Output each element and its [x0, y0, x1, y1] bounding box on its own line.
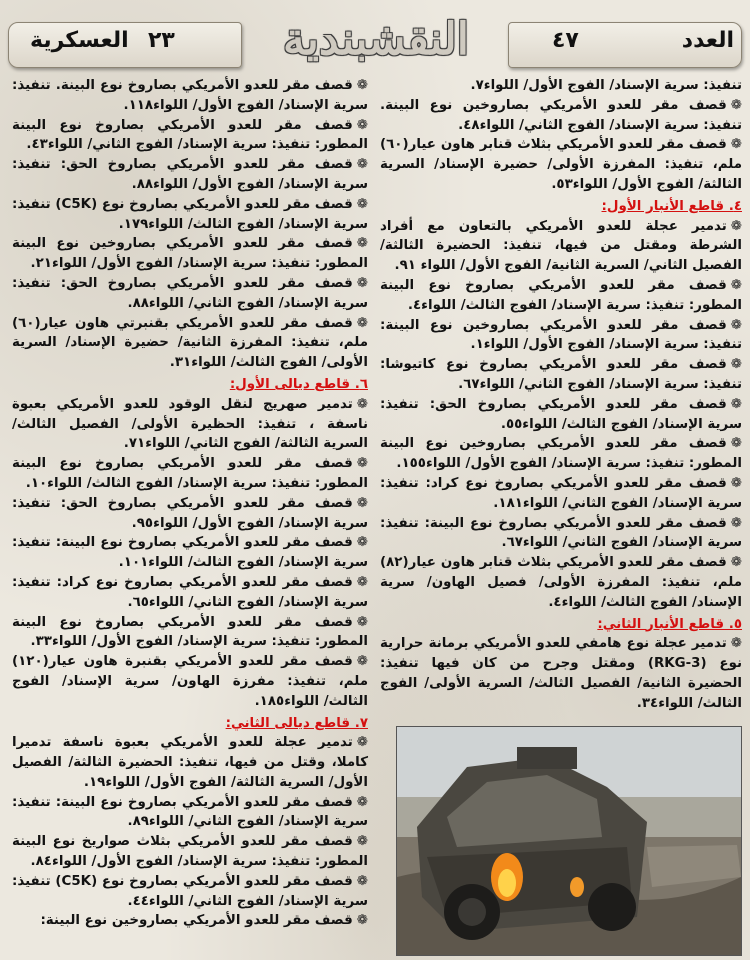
- flower-bullet-icon: ❁: [356, 794, 368, 810]
- flower-bullet-icon: ❁: [730, 396, 742, 412]
- report-item: [12, 494, 368, 534]
- flower-bullet-icon: ❁: [356, 236, 368, 252]
- report-item: [12, 652, 368, 711]
- news-photo: [396, 726, 742, 956]
- flower-bullet-icon: ❁: [730, 555, 742, 571]
- report-item: [380, 135, 742, 194]
- report-text: قصف مقر للعدو الأمريكي بصاروخين نوع البينة:: [40, 913, 353, 929]
- report-item: [380, 76, 742, 96]
- report-item: [12, 733, 368, 792]
- issue-number: ٤٧: [552, 28, 579, 53]
- report-text: تدمير عجلة نوع هامفي للعدو الأمريكي برمانة حرارية نوع (RKG-3) ومقتل وجرح من كان فيها تنفيذ: الحضيرة الثانية/ الفصيل الثالث/ السرية الأولى/ الفوج الثالث/ اللواء٣٤.: [380, 636, 742, 711]
- section-heading: [12, 714, 368, 734]
- report-text: قصف مقر للعدو الأمريكي بصاروخين نوع البينة المطور: تنفيذ: سرية الإسناد/ الفوج الأول/ اللواء٢١.: [12, 236, 368, 272]
- flower-bullet-icon: ❁: [730, 515, 742, 531]
- report-text: قصف مقر للعدو الأمريكي بصاروخ نوع (C5K) تنفيذ: سرية الإسناد/ الفوج الثالث/ اللواء١٧٩.: [12, 196, 368, 232]
- flower-bullet-icon: ❁: [730, 357, 742, 373]
- report-item: [380, 434, 742, 474]
- flower-bullet-icon: ❁: [730, 277, 742, 293]
- report-item: [12, 234, 368, 274]
- flower-bullet-icon: ❁: [356, 78, 368, 93]
- flower-bullet-icon: ❁: [356, 735, 368, 751]
- issue-label: العدد: [681, 28, 734, 53]
- report-item: [380, 217, 742, 276]
- report-item: [12, 76, 368, 116]
- report-text: قصف مقر للعدو الأمريكي بصاروخين نوع البينة: تنفيذ: سرية الإسناد/ الفوج الأول/ اللواء١.: [380, 317, 742, 353]
- flower-bullet-icon: ❁: [356, 873, 368, 889]
- report-item: [12, 314, 368, 373]
- report-item: [380, 634, 742, 713]
- flower-bullet-icon: ❁: [730, 218, 742, 234]
- report-item: [12, 454, 368, 494]
- section-heading: [12, 375, 368, 395]
- report-item: [380, 96, 742, 136]
- report-text: قصف مقر للعدو الأمريكي بثلاث قنابر هاون عيار(٦٠) ملم، تنفيذ: المفرزة الأولى/ حضيرة الإسناد/ السرية الثالثة/ الفوج الأول/ اللواء٥٣.: [380, 137, 742, 192]
- flower-bullet-icon: ❁: [356, 913, 368, 929]
- section-heading: [380, 615, 742, 635]
- flower-bullet-icon: ❁: [356, 117, 368, 133]
- report-text: تنفيذ: سرية الإسناد/ الفوج الأول/ اللواء٧.: [470, 78, 742, 93]
- flower-bullet-icon: ❁: [730, 436, 742, 452]
- report-text: ٦. قاطع ديالى الأول:: [229, 376, 368, 392]
- flower-bullet-icon: ❁: [356, 614, 368, 630]
- report-text: قصف مقر للعدو الأمريكي بقنبرتي هاون عيار(٦٠) ملم، تنفيذ: المفرزة الثانية/ حضيرة الإسناد/ السرية الأولى/ الفوج الثالث/ اللواء٣١.: [12, 315, 368, 371]
- report-item: [380, 355, 742, 395]
- report-text: قصف مقر للعدو الأمريكي بصاروخ الحق: تنفيذ: سرية الإسناد/ الفوج الأول/ اللواء٩٥.: [12, 495, 368, 531]
- report-item: [380, 395, 742, 435]
- flower-bullet-icon: ❁: [356, 654, 368, 670]
- report-text: قصف مقر للعدو الأمريكي بصاروخ نوع البينة المطور: تنفيذ: سرية الإسناد/ الفوج الأول/ اللواء٣٣.: [12, 614, 368, 650]
- left-column: [12, 76, 368, 931]
- flower-bullet-icon: ❁: [356, 535, 368, 551]
- report-text: قصف مقر للعدو الأمريكي بصاروخ الحق: تنفيذ: سرية الإسناد/ الفوج الثالث/ اللواء٥٥.: [380, 396, 742, 432]
- flower-bullet-icon: ❁: [730, 97, 742, 113]
- report-text: قصف مقر للعدو الأمريكي بصاروخ نوع البينة: تنفيذ: سرية الإسناد/ الفوج الثاني/ اللواء٨٩.: [12, 794, 368, 830]
- flower-bullet-icon: ❁: [356, 196, 368, 212]
- report-item: [12, 274, 368, 314]
- report-text: قصف مقر للعدو الأمريكي بصاروخ نوع كاتيوشا: تنفيذ: سرية الإسناد/ الفوج الثاني/ اللواء٦٧.: [380, 357, 742, 392]
- flower-bullet-icon: ❁: [356, 315, 368, 331]
- flower-bullet-icon: ❁: [730, 317, 742, 333]
- report-text: قصف مقر للعدو الأمريكي بثلاث قنابر هاون عيار(٨٢) ملم، تنفيذ: المفرزة الأولى/ فصيل الهاون/ سرية الإسناد/ الفوج الثالث/ اللواء٤.: [380, 555, 742, 610]
- section-heading: [380, 197, 742, 217]
- report-text: ٤. قاطع الأنبار الأول:: [601, 198, 742, 214]
- report-text: قصف مقر للعدو الأمريكي بقنبرة هاون عيار(١٢٠) ملم، تنفيذ: مفرزة الهاون/ سرية الإسناد/ الفوج الثالث/ اللواء١٨٥.: [12, 654, 368, 709]
- report-item: [380, 276, 742, 316]
- flower-bullet-icon: ❁: [356, 396, 368, 412]
- report-item: [12, 116, 368, 156]
- report-item: [12, 155, 368, 195]
- logo-text: النقشبندية: [283, 13, 469, 65]
- page-header: [0, 0, 750, 78]
- report-text: تدمير صهريج لنقل الوقود للعدو الأمريكي بعبوة ناسفة ، تنفيذ: الحظيرة الأولى/ الفصيل الثالث/ السرية الثالثة/ الفوج الثاني/ اللواء٧١.: [12, 396, 368, 452]
- flower-bullet-icon: ❁: [356, 834, 368, 850]
- flower-bullet-icon: ❁: [356, 275, 368, 291]
- report-item: [12, 793, 368, 833]
- report-text: قصف مقر للعدو الأمريكي بصاروخ الحق: تنفيذ: سرية الإسناد/ الفوج الثاني/ اللواء٨٨.: [12, 275, 368, 311]
- report-text: قصف مقر للعدو الأمريكي بصاروخ الحق: تنفيذ: سرية الإسناد/ الفوج الأول/ اللواء٨٨.: [12, 157, 368, 192]
- report-item: [12, 911, 368, 931]
- report-text: قصف مقر للعدو الأمريكي بصاروخ نوع كراد: تنفيذ: سرية الإسناد/ الفوج الثاني/ اللواء١٨١.: [380, 475, 742, 511]
- flower-bullet-icon: ❁: [356, 574, 368, 590]
- burning-vehicle-image: [397, 727, 741, 955]
- report-text: قصف مقر للعدو الأمريكي بصاروخ نوع كراد: تنفيذ: سرية الإسناد/ الفوج الثاني/ اللواء٦٥.: [12, 574, 368, 610]
- report-item: [12, 195, 368, 235]
- report-text: قصف مقر للعدو الأمريكي بصاروخ نوع البينة المطور: تنفيذ: سرية الإسناد/ الفوج الثاني/ اللواء٤٣.: [12, 117, 368, 153]
- flower-bullet-icon: ❁: [356, 456, 368, 472]
- report-text: قصف مقر للعدو الأمريكي بصاروخ نوع البينة: تنفيذ: سرية الإسناد/ الفوج الثالث/ اللواء١٠١.: [12, 535, 368, 571]
- report-text: قصف مقر للعدو الأمريكي بصاروخ نوع البينة. تنفيذ: سرية الإسناد/ الفوج الأول/ اللواء١١٨.: [12, 78, 368, 113]
- report-text: تدمير عجلة للعدو الأمريكي بالتعاون مع أفراد الشرطة ومقتل من فيها، تنفيذ: الحضيرة الثالثة/ الفصيل الثاني/ السرية الثانية/ الفوج الأول/ اللواء ٩١.: [380, 218, 742, 274]
- page-number: ٢٣: [148, 28, 175, 53]
- flower-bullet-icon: ❁: [730, 636, 742, 652]
- flower-bullet-icon: ❁: [356, 495, 368, 511]
- report-text: قصف مقر للعدو الأمريكي بصاروخين نوع البينة المطور: تنفيذ: سرية الإسناد/ الفوج الأول/ اللواء١٥٥.: [380, 436, 742, 472]
- report-text: قصف مقر للعدو الأمريكي بصاروخ نوع البينة المطور: تنفيذ: سرية الإسناد/ الفوج الثالث/ اللواء١٠.: [12, 456, 368, 491]
- report-item: [12, 573, 368, 613]
- report-item: [12, 832, 368, 872]
- flower-bullet-icon: ❁: [730, 475, 742, 491]
- report-text: قصف مقر للعدو الأمريكي بثلاث صواريخ نوع البينة المطور: تنفيذ: سرية الإسناد/ الفوج الأول/ اللواء٨٤.: [12, 834, 368, 870]
- report-text: قصف مقر للعدو الأمريكي بصاروخ نوع البينة: تنفيذ: سرية الإسناد/ الفوج الثاني/ اللواء٦٧.: [380, 515, 742, 551]
- report-text: قصف مقر للعدو الأمريكي بصاروخ نوع البينة المطور: تنفيذ: سرية الإسناد/ الفوج الثالث/ اللواء٤.: [380, 277, 742, 313]
- report-text: قصف مقر للعدو الأمريكي بصاروخ نوع (C5K) تنفيذ: سرية الإسناد/ الفوج الثاني/ اللواء٤٤.: [12, 873, 368, 909]
- report-text: ٥. قاطع الأنبار الثاني:: [597, 616, 742, 632]
- report-item: [12, 533, 368, 573]
- report-item: [12, 872, 368, 912]
- report-text: تدمير عجلة للعدو الأمريكي بعبوة ناسفة تدميرا كاملا، وقتل من فيها، تنفيذ: الحضيرة الثالثة/ الفصيل الأول/ السرية الثالثة/ الفوج الأول/ اللواء١٩.: [12, 735, 368, 790]
- section-title: العسكرية: [30, 28, 129, 53]
- magazine-logo: [262, 6, 490, 72]
- report-item: [380, 316, 742, 356]
- report-item: [12, 613, 368, 653]
- report-item: [12, 395, 368, 454]
- report-item: [380, 553, 742, 612]
- report-item: [380, 514, 742, 554]
- right-column: [380, 76, 742, 714]
- report-text: قصف مقر للعدو الأمريكي بصاروخين نوع البينة. تنفيذ: سرية الإسناد/ الفوج الثاني/ اللواء٤٨.: [380, 97, 742, 133]
- report-item: [380, 474, 742, 514]
- flower-bullet-icon: ❁: [730, 137, 742, 153]
- flower-bullet-icon: ❁: [356, 157, 368, 173]
- report-text: ٧. قاطع ديالى الثاني:: [225, 715, 368, 731]
